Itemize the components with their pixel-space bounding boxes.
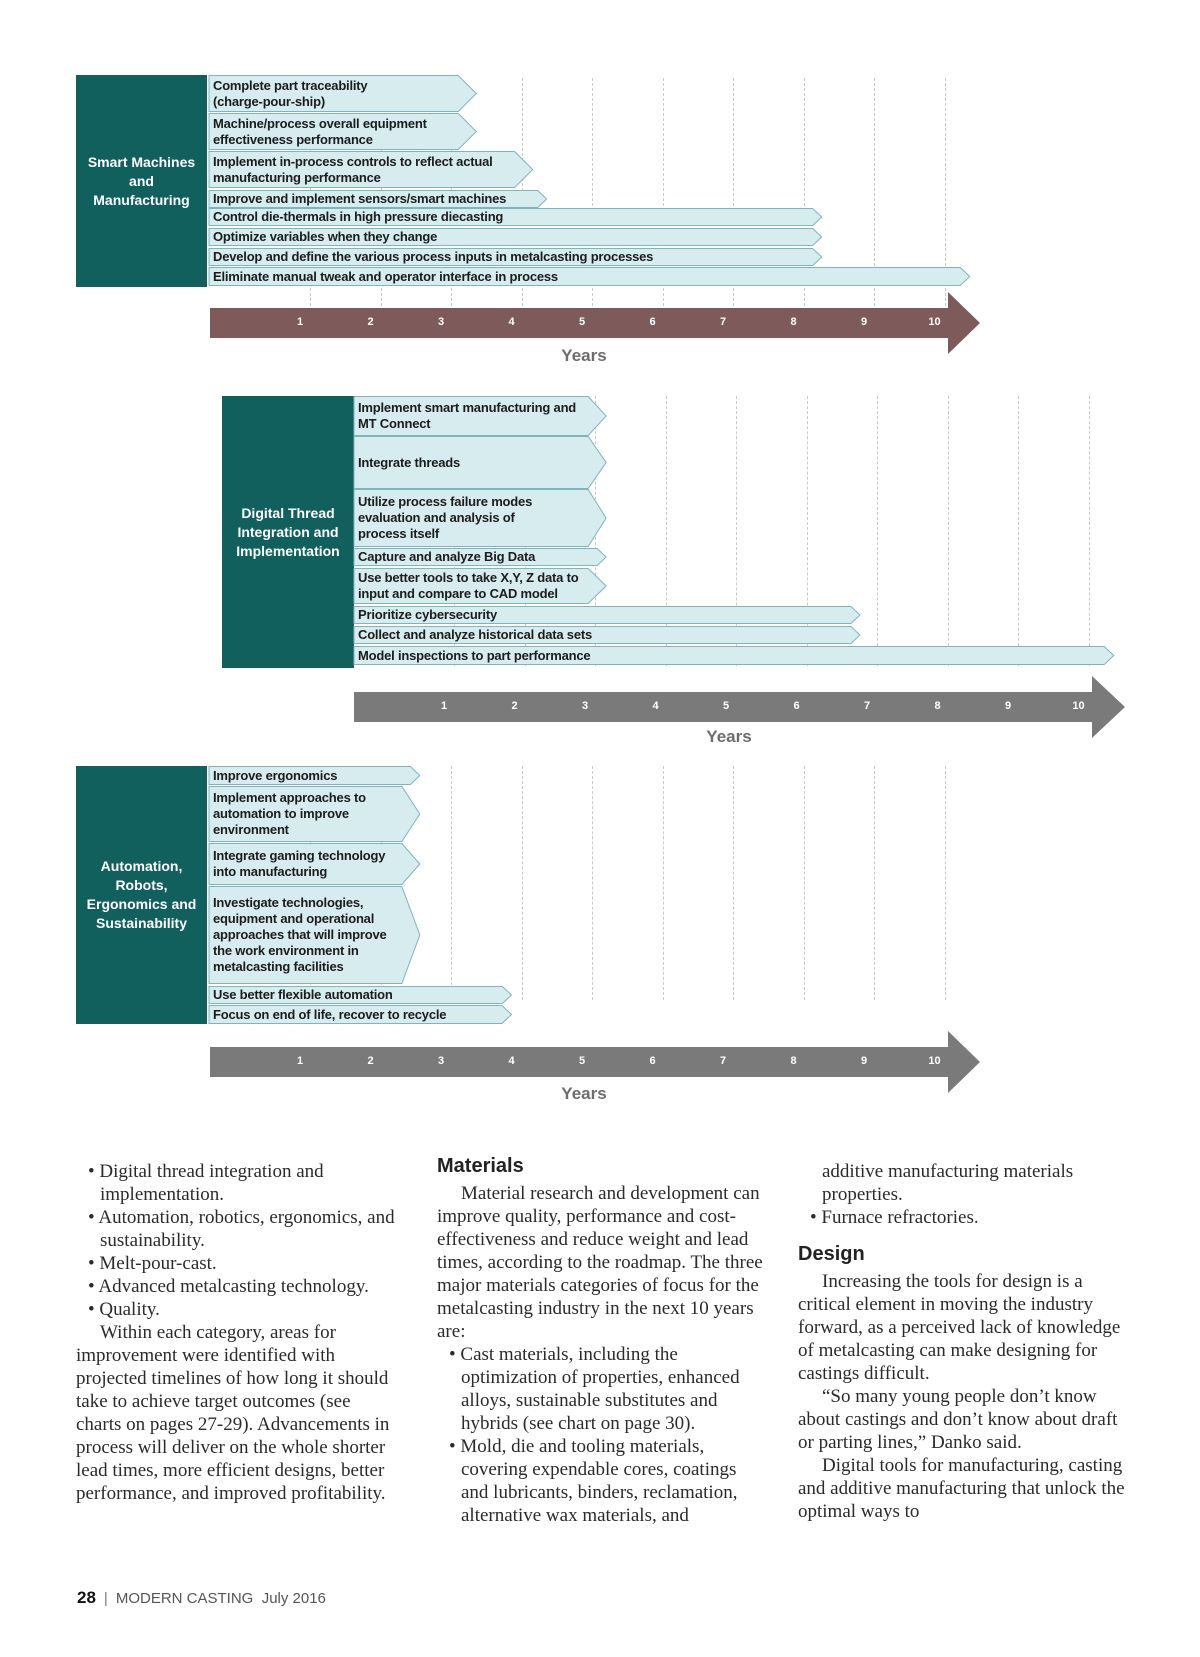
task-label: Complete part traceability (charge-pour-ship) bbox=[213, 77, 368, 109]
paragraph: Digital tools for manufacturing, casting and additive manufacturing that unlock the optimal ways to bbox=[798, 1455, 1125, 1522]
year-tick-label: 3 bbox=[581, 700, 589, 712]
task-bar bbox=[209, 786, 420, 842]
year-tick-label: 10 bbox=[1072, 700, 1085, 712]
grid-line-year-6 bbox=[663, 766, 664, 1000]
task-bar bbox=[209, 208, 822, 226]
grid-line-year-4 bbox=[522, 766, 523, 1000]
design-body bbox=[798, 1270, 1128, 1523]
year-tick-label: 10 bbox=[928, 316, 941, 328]
task-bar bbox=[354, 436, 606, 489]
grid-line-year-7 bbox=[877, 396, 878, 666]
task-label: Model inspections to part performance bbox=[358, 647, 591, 663]
task-bar bbox=[209, 248, 822, 266]
task-label: Implement approaches to automation to improve environment bbox=[213, 790, 366, 837]
grid-line-year-7 bbox=[733, 766, 734, 1000]
bullet-item: • Advanced metalcasting technology. bbox=[88, 1276, 369, 1297]
task-bar bbox=[354, 396, 606, 436]
year-tick-label: 9 bbox=[860, 316, 868, 328]
year-tick-label: 6 bbox=[649, 316, 656, 328]
bullet-item: • Automation, robotics, ergonomics, and sustainability. bbox=[88, 1207, 395, 1251]
task-label: Eliminate manual tweak and operator interface in process bbox=[213, 268, 558, 284]
grid-line-year-9 bbox=[1018, 396, 1019, 666]
task-bar bbox=[354, 548, 606, 566]
year-tick-label: 4 bbox=[652, 700, 659, 712]
category-label: Digital Thread Integration and Implementation bbox=[222, 396, 354, 668]
year-tick-label: 9 bbox=[1004, 700, 1012, 712]
grid-line-year-10 bbox=[945, 766, 946, 1000]
task-label: Use better tools to take X,Y, Z data to input and compare to CAD model bbox=[358, 570, 579, 601]
year-tick-label: 7 bbox=[863, 700, 871, 712]
year-tick-label: 1 bbox=[296, 316, 304, 328]
task-label: Improve and implement sensors/smart machines bbox=[213, 191, 507, 206]
axis-label: Years bbox=[706, 727, 752, 746]
years-axis bbox=[210, 292, 980, 354]
paragraph: Increasing the tools for design is a critical element in moving the industry forward, as a perceived lack of knowledge of metalcasting can make designing for castings difficult. bbox=[798, 1271, 1121, 1384]
paragraph: additive manufacturing materials properties. bbox=[822, 1161, 1074, 1205]
paragraph: Within each category, areas for improvement were identified with projected timelines of how long it should take to achieve target outcomes (see charts on pages 27-29). Advancements in process will deliver on the whole shorter lead times, more efficient designs, better performance, and improved profitability. bbox=[76, 1322, 390, 1504]
year-tick-label: 1 bbox=[440, 700, 448, 712]
task-bar bbox=[209, 886, 420, 984]
year-tick-label: 8 bbox=[934, 700, 941, 712]
task-label: Machine/process overall equipment effectiveness performance bbox=[213, 115, 427, 147]
article-column-3 bbox=[798, 1160, 1128, 1523]
bullet-item: • Quality. bbox=[88, 1299, 160, 1320]
category-label: Smart Machines and Manufacturing bbox=[76, 75, 207, 287]
task-bar bbox=[209, 267, 970, 286]
task-label: Prioritize cybersecurity bbox=[358, 607, 497, 622]
year-tick-label: 3 bbox=[437, 1055, 445, 1067]
task-bar bbox=[209, 75, 476, 112]
task-bar bbox=[209, 113, 476, 150]
year-tick-label: 8 bbox=[790, 316, 797, 328]
year-tick-label: 7 bbox=[719, 316, 727, 328]
year-tick-label: 1 bbox=[296, 1055, 304, 1067]
grid-line-year-9 bbox=[874, 766, 875, 1000]
grid-line-year-8 bbox=[804, 766, 805, 1000]
paragraph: Material research and development can improve quality, performance and cost-effectiveness and reduce weight and lead times, according to the roadmap. The three major materials categories of focus for the metalcasting industry in the next 10 years are: bbox=[437, 1183, 763, 1342]
task-bar bbox=[209, 986, 512, 1004]
task-label: Optimize variables when they change bbox=[213, 229, 438, 244]
task-label: Implement in-process controls to reflect actual manufacturing performance bbox=[213, 153, 493, 185]
footer-divider: | bbox=[103, 1590, 108, 1607]
year-tick-label: 2 bbox=[367, 316, 374, 328]
paragraph: “So many young people don’t know about castings and don’t know about draft or parting lines,” Danko said. bbox=[798, 1386, 1118, 1453]
year-tick-label: 10 bbox=[928, 1055, 941, 1067]
article-column-2 bbox=[437, 1155, 767, 1527]
bullet-item: • Cast materials, including the optimization of properties, enhanced alloys, sustainable substitutes and hybrids (see chart on page 30). bbox=[449, 1344, 740, 1434]
article-column-1 bbox=[76, 1160, 396, 1505]
year-tick-label: 5 bbox=[722, 700, 730, 712]
section-heading-materials: Materials bbox=[437, 1155, 524, 1177]
grid-line-year-10 bbox=[1089, 396, 1090, 666]
task-label: Focus on end of life, recover to recycle bbox=[213, 1006, 447, 1022]
publication-name: MODERN CASTING bbox=[115, 1590, 254, 1607]
year-tick-label: 7 bbox=[719, 1055, 727, 1067]
bullet-item: • Digital thread integration and implementation. bbox=[88, 1161, 324, 1205]
issue-date: July 2016 bbox=[261, 1590, 326, 1607]
grid-line-year-5 bbox=[592, 766, 593, 1000]
year-tick-label: 6 bbox=[793, 700, 800, 712]
task-label: Control die-thermals in high pressure diecasting bbox=[213, 209, 504, 224]
task-label: Utilize process failure modes evaluation and analysis of process itself bbox=[358, 494, 533, 541]
task-bar bbox=[209, 228, 822, 246]
task-bar bbox=[354, 626, 860, 644]
task-label: Integrate threads bbox=[358, 454, 461, 470]
task-bar bbox=[209, 766, 420, 785]
year-tick-label: 2 bbox=[367, 1055, 374, 1067]
bullet-item: • Mold, die and tooling materials, covering expendable cores, coatings and lubricants, binders, reclamation, alternative wax materials, and bbox=[449, 1436, 738, 1526]
task-bar bbox=[354, 606, 860, 624]
year-tick-label: 3 bbox=[437, 316, 445, 328]
task-bar bbox=[209, 843, 420, 885]
task-label: Implement smart manufacturing and MT Connect bbox=[358, 400, 577, 431]
task-bar bbox=[354, 568, 606, 604]
axis-label: Years bbox=[561, 1084, 607, 1103]
design-continuation bbox=[798, 1160, 1128, 1229]
category-label: Automation, Robots, Ergonomics and Sustainability bbox=[76, 766, 207, 1024]
year-tick-label: 9 bbox=[860, 1055, 868, 1067]
bullet-item: • Furnace refractories. bbox=[810, 1207, 979, 1228]
task-bar bbox=[354, 646, 1114, 665]
task-label: Integrate gaming technology into manufacturing bbox=[213, 848, 386, 879]
task-bar bbox=[209, 151, 533, 188]
section-heading-design: Design bbox=[798, 1243, 865, 1265]
year-tick-label: 5 bbox=[578, 316, 586, 328]
grid-line-year-8 bbox=[948, 396, 949, 666]
materials-body bbox=[437, 1182, 767, 1527]
year-tick-label: 4 bbox=[508, 1055, 515, 1067]
bullet-item: • Melt-pour-cast. bbox=[88, 1253, 217, 1274]
year-tick-label: 5 bbox=[578, 1055, 586, 1067]
task-label: Develop and define the various process inputs in metalcasting processes bbox=[213, 249, 654, 264]
task-label: Investigate technologies, equipment and operational approaches that will improve the work environment in metalcasting facilities bbox=[213, 895, 387, 974]
task-label: Capture and analyze Big Data bbox=[358, 549, 536, 564]
task-bar bbox=[209, 1005, 512, 1024]
grid-line-year-3 bbox=[451, 766, 452, 1000]
task-label: Improve ergonomics bbox=[213, 767, 338, 783]
task-bar bbox=[209, 190, 547, 208]
task-label: Use better flexible automation bbox=[213, 987, 393, 1002]
page-footer bbox=[77, 1588, 326, 1608]
year-tick-label: 8 bbox=[790, 1055, 797, 1067]
axis-label: Years bbox=[561, 346, 607, 365]
task-bar bbox=[354, 489, 606, 547]
page-number: 28 bbox=[77, 1588, 96, 1607]
year-tick-label: 4 bbox=[508, 316, 515, 328]
task-label: Collect and analyze historical data sets bbox=[358, 627, 593, 642]
year-tick-label: 6 bbox=[649, 1055, 656, 1067]
year-tick-label: 2 bbox=[511, 700, 518, 712]
